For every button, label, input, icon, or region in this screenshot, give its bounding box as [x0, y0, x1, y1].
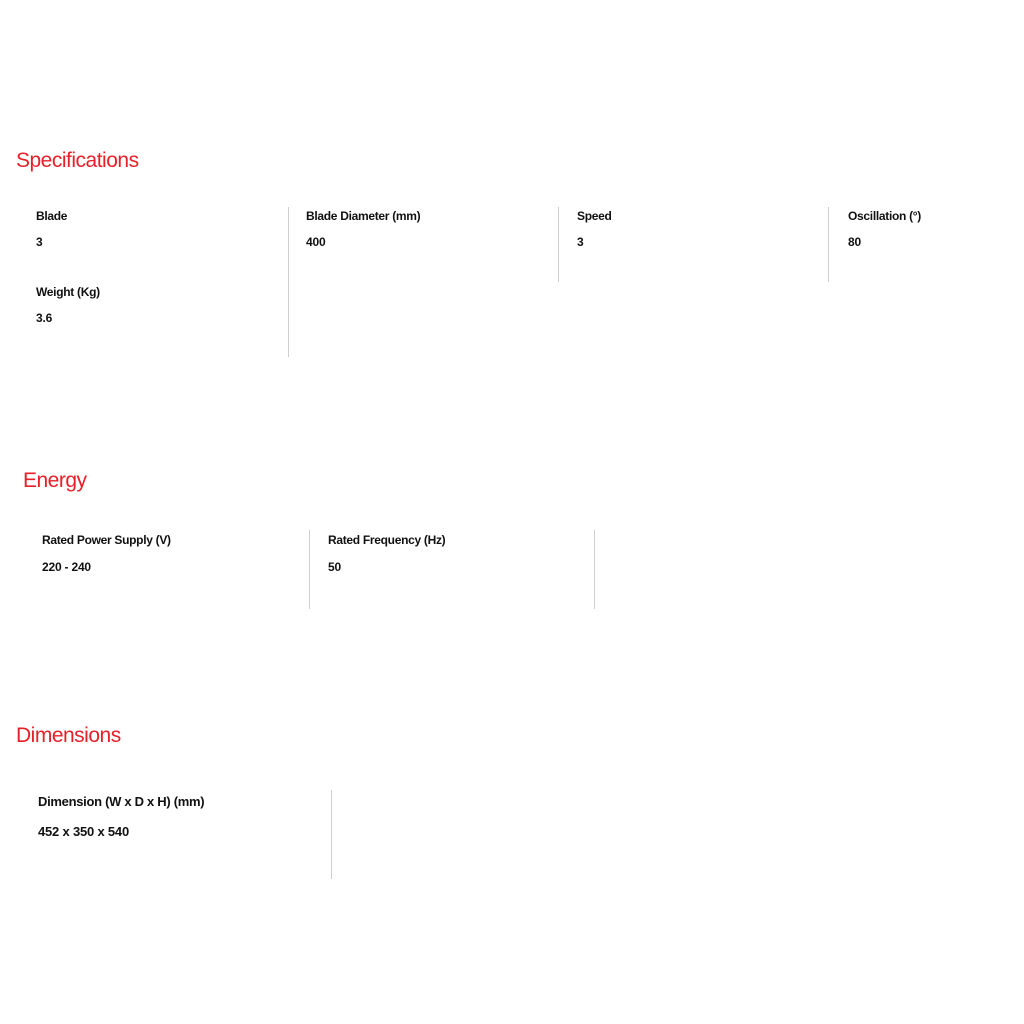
specifications-heading: Specifications: [16, 149, 139, 172]
column-divider: [309, 530, 310, 609]
dimensions-heading: Dimensions: [16, 724, 121, 747]
energy-heading: Energy: [23, 469, 87, 492]
spec-value: 3: [577, 235, 584, 249]
spec-value: 400: [306, 235, 326, 249]
dimension-value: 452 x 350 x 540: [38, 824, 129, 839]
energy-label: Rated Frequency (Hz): [328, 533, 446, 547]
column-divider: [331, 790, 332, 879]
energy-value: 50: [328, 560, 341, 574]
spec-label: Speed: [577, 209, 612, 223]
spec-label: Blade: [36, 209, 68, 223]
spec-value: 3: [36, 235, 43, 249]
spec-label: Blade Diameter (mm): [306, 209, 421, 223]
spec-label: Weight (Kg): [36, 285, 100, 299]
energy-value: 220 - 240: [42, 560, 91, 574]
spec-value: 3.6: [36, 311, 53, 325]
spec-label: Oscillation (°): [848, 209, 921, 223]
dimension-label: Dimension (W x D x H) (mm): [38, 794, 205, 809]
column-divider: [288, 207, 289, 357]
spec-value: 80: [848, 235, 861, 249]
column-divider: [558, 207, 559, 282]
column-divider: [828, 207, 829, 282]
column-divider: [594, 530, 595, 609]
energy-label: Rated Power Supply (V): [42, 533, 171, 547]
